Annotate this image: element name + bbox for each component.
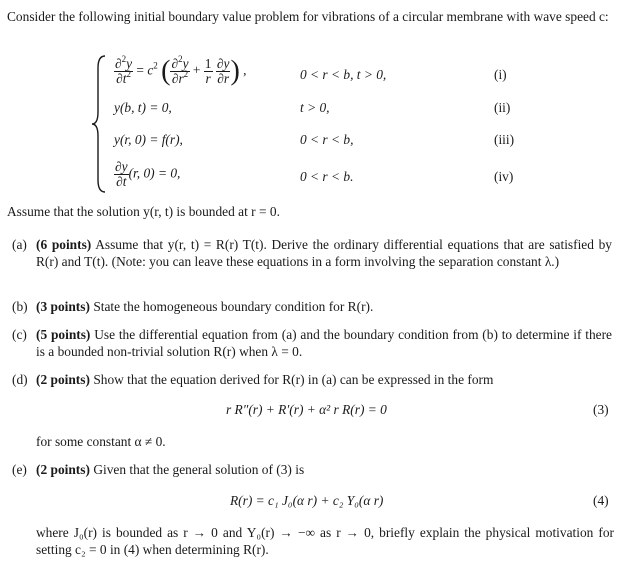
part-e-after: where J₀(r) is bounded as r → 0 and Y₀(r) → −∞ as r → 0, briefly explain the physical motivation for setting c₂ = 0 in (4) when determining R(r). — [36, 525, 614, 557]
part-d-label: (d) — [12, 372, 28, 387]
part-d-text: Show that the equation derived for R(r) in (a) can be expressed in the form — [93, 372, 494, 387]
part-d — [12, 371, 612, 388]
part-c-label: (c) — [12, 327, 27, 342]
part-b-label: (b) — [12, 299, 28, 314]
tag-ii: (ii) — [494, 100, 511, 115]
part-c — [12, 326, 612, 360]
equation-3-number: (3) — [593, 402, 609, 417]
part-e-points: (2 points) — [36, 462, 90, 477]
equation-4-number: (4) — [593, 493, 609, 508]
pde-equation: $\frac{\partial^2y}{\partial t^2}$ = $c^2$ ( $\frac{\partial^2y}{\partial r^2}$ + $\frac{1}{r}$ $\frac{\partial y}{\partial r}$ ) , — [115, 54, 247, 87]
part-e — [12, 461, 612, 478]
part-a-points: (6 points) — [36, 237, 92, 252]
boundedness-assumption: Assume that the solution y(r, t) is bounded at r = 0. — [7, 204, 280, 219]
condition-i: 0 < r < b, t > 0, — [300, 67, 387, 82]
tag-iii: (iii) — [494, 132, 515, 147]
initial-displacement: y(r, 0) = f(r), — [114, 132, 183, 147]
part-a-label: (a) — [12, 237, 27, 252]
part-a-text: Assume that y(r, t) = R(r) T(t). Derive the ordinary differential equations that are satisfied by R(r) and T(t). (Note: you can leave these equations in a form involving the separation constant λ.) — [36, 237, 612, 269]
problem-intro: Consider the following initial boundary value problem for vibrations of a circular membrane with wave speed c: — [7, 9, 609, 24]
equation-3: r R″(r) + R′(r) + α² r R(r) = 0 — [226, 402, 387, 417]
part-b-points: (3 points) — [36, 299, 90, 314]
system-brace — [90, 54, 108, 194]
tag-iv: (iv) — [494, 169, 514, 184]
part-e-label: (e) — [12, 462, 27, 477]
condition-ii: t > 0, — [300, 100, 330, 115]
condition-iii: 0 < r < b, — [300, 132, 354, 147]
part-b — [12, 298, 612, 315]
tag-i: (i) — [494, 67, 507, 82]
initial-velocity: $\frac{\partial y}{\partial t}$ (r, 0) = 0, — [115, 159, 181, 189]
part-a — [12, 236, 612, 270]
part-d-points: (2 points) — [36, 372, 90, 387]
condition-iv: 0 < r < b. — [300, 169, 354, 184]
boundary-condition: y(b, t) = 0, — [114, 100, 172, 115]
part-c-text: Use the differential equation from (a) and the boundary condition from (b) to determine if there is a bounded non-trivial solution R(r) when λ = 0. — [36, 327, 612, 359]
part-e-text: Given that the general solution of (3) is — [93, 462, 305, 477]
initial-velocity-tail: (r, 0) = 0, — [128, 165, 181, 181]
part-d-after: for some constant α ≠ 0. — [36, 434, 166, 449]
part-c-points: (5 points) — [36, 327, 91, 342]
equation-4: R(r) = c₁ J₀(α r) + c₂ Y₀(α r) — [230, 493, 384, 508]
part-b-text: State the homogeneous boundary condition for R(r). — [93, 299, 374, 314]
